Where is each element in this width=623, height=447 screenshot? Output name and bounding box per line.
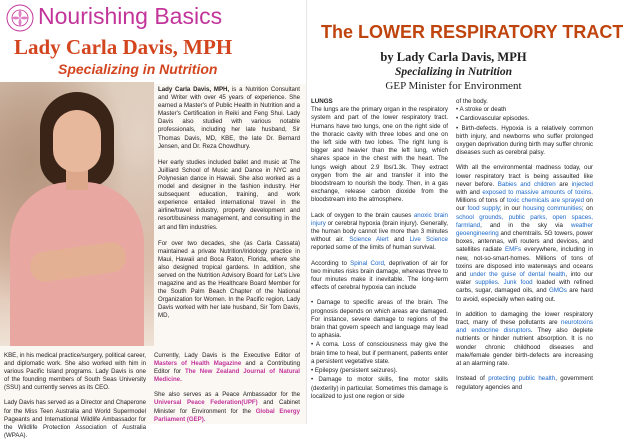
list-item: • A coma. Loss of consciousness may give the brain time to heal, but if permanent, patients enter a persistent vegetative state. bbox=[311, 341, 448, 365]
bio-paragraph: For over two decades, she (as Carla Cassata) maintained a private Nutrition/Iridology practice in Maui, Hawaii and Boca Raton, Florida, where she also designed tropical gardens. In addition, she served on the Nutrition Advisory Board for Let's Live magazine and as the Healthcare Board Member for the South Palm Beach Chapter of the National Organization for Women. In the Pacific region, Lady Davis worked with her late husband, Sir Tom Davis, MD, bbox=[158, 239, 300, 320]
bullet-list bbox=[456, 106, 593, 157]
list-item: • Birth-defects. Hypoxia is a relatively common birth injury, and newborns who suffer prolonged oxygen deprivation during birth may suffer chronic diseases such as cerebral palsy. bbox=[456, 124, 593, 157]
bio-paragraph: Her early studies included ballet and music at The Juilliard School of Music and Dance in NYC and Polynesian dance in Hawaii. She also worked as a model and designer in the fashion industry. Her subsequent education, training, and work experience entailed international travel in the airline/travel industry, property development and resort/business management, and consulting in the art and film industries. bbox=[158, 158, 300, 231]
lotus-logo-icon bbox=[6, 4, 34, 32]
page-header bbox=[0, 0, 306, 84]
article-paragraph: With all the environmental madness today, our lower respiratory tract is being assaulted like never before. Babies and children are injected with and exposed to massive amounts of toxins. Millions of tons of toxic chemicals are sprayed on our food supply; in our housing communities; on school grounds, public parks, open spaces, farmland, and in the sky via weather geoengineering and chemtrails. 5G towers, power boxes, antennas, wifi routers and devices, and satellites radiate EMFs everywhere, including in new, not-so-smart-homes. Millions of tons of toxins are disposed into waterways and oceans and under the guise of dental health, into our water supplies. Junk food loaded with refined carbs, sugar, damaged oils, and GMOs are hard to avoid, especially when eating out. bbox=[456, 164, 594, 303]
magazine-title: Nourishing Basics bbox=[38, 3, 223, 29]
link-gep[interactable]: Global Energy Parliament (GEP). bbox=[154, 407, 300, 423]
link-public-health[interactable]: protecting public health bbox=[488, 375, 556, 383]
link-upf[interactable]: Universal Peace Federation(UPF) bbox=[154, 399, 258, 407]
bullet-list bbox=[311, 299, 448, 400]
list-item: • Damage to specific areas of the brain. The prognosis depends on which areas are damaged. For instance, severe damage to regions of the brain that govern speech and language may lead to aphasia. bbox=[311, 299, 448, 340]
article-paragraph: Instead of protecting public health, government regulatory agencies and bbox=[456, 375, 593, 391]
article-paragraph: According to Spinal Cord, deprivation of air for two minutes risks brain damage, whereas three to four minutes make it inevitable. The long-term effects of cerebral hypoxia can include bbox=[311, 259, 448, 292]
bio-name: Lady Carla Davis, MPH, bbox=[158, 86, 230, 93]
list-item: • Damage to motor skills, fine motor skills (dexterity) in particular. Sometimes this damage is localized to just one region or side bbox=[311, 376, 448, 400]
bio-column-lower-right bbox=[154, 352, 300, 431]
author-specialty: Specializing in Nutrition bbox=[58, 61, 218, 77]
bio-text: is a Nutrition Consultant and Writer with over 45 years of experience. She earned a Master's of Public Health in Nutrition and a Master's Certification in Reiki and Feng Shui. Lady Davis also studied with various notable professionals, including her late husband, Sir Thomas Davis, MD, KBE, the late Dr. Bernard Jensen, and Dr. Reza Chowdhury. bbox=[158, 86, 300, 150]
article-paragraph: Lack of oxygen to the brain causes anoxic brain injury or cerebral hypoxia (brain injury). Generally, the human body cannot live more than 3 minutes without air. Science Alert and Live Science reported some of the limits of human survival. bbox=[311, 211, 448, 252]
link-school-grounds[interactable]: school grounds, public parks, open spaces, farmland bbox=[456, 213, 593, 229]
link-water-supplies[interactable]: supplies bbox=[475, 279, 498, 287]
link-spinal-cord[interactable]: Spinal Cord bbox=[350, 259, 384, 267]
link-exposed-toxins[interactable]: exposed to massive amounts of toxins bbox=[482, 189, 592, 197]
article-specialty: Specializing in Nutrition bbox=[395, 66, 512, 78]
link-gmos[interactable]: GMOs bbox=[548, 287, 567, 295]
bio-paragraph: KBE, in his medical practice/surgery, political career, and diplomatic work. She also worked with him in various Pacific Island programs. Lady Davis is one of the founding members of South Seas University (SSU) and currently serves as its CEO. bbox=[4, 352, 146, 392]
link-weather-geoengineering[interactable]: weather geoengineering bbox=[456, 221, 593, 238]
link-toxic-chemicals[interactable]: toxic chemicals are sprayed bbox=[506, 197, 585, 205]
link-junk-food[interactable]: Junk food bbox=[503, 279, 533, 287]
bio-paragraph: She also serves as a Peace Ambassador for the Universal Peace Federation(UPF) and Cabinet Minister for Environment for the Global Energy Parliament (GEP). bbox=[154, 391, 300, 423]
article-title: The LOWER RESPIRATORY TRACT bbox=[321, 22, 623, 42]
link-nz-journal[interactable]: The New Zealand Journal of Natural Medicine. bbox=[154, 368, 300, 384]
author-photo bbox=[0, 82, 154, 346]
link-babies-children[interactable]: Babies and children bbox=[497, 180, 556, 188]
link-emfs[interactable]: EMFs bbox=[504, 246, 522, 254]
bio-paragraph: Lady Davis has served as a Director and Chaperone for the Miss Teen Australia and World Supermodel Pageants and International Wildlife Ambassador for the Wildlife Protection Association of Australia (WPAA). bbox=[4, 399, 146, 439]
link-dental-health[interactable]: under the guise of dental health bbox=[469, 271, 566, 279]
article-role: GEP Minister for Environment bbox=[385, 80, 522, 92]
article-paragraph: In addition to damaging the lower respiratory tract, many of these pollutants are neurotoxins and endocrine disruptors. They also deplete nutrients or hinder nutrient absorption. It is no wonder chronic childhood diseases and male/female gender birth-defects are increasing at an alarming rate. bbox=[456, 310, 593, 368]
link-live-science[interactable]: Live Science bbox=[409, 236, 448, 244]
article-column-1 bbox=[311, 98, 448, 408]
bio-paragraph: Currently, Lady Davis is the Executive Editor of Masters of Health Magazine and a Contributing Editor for The New Zealand Journal of Natural Medicine. bbox=[154, 352, 301, 384]
link-injected[interactable]: injected bbox=[571, 180, 593, 188]
bio-column-lower-left bbox=[4, 352, 146, 447]
link-neurotoxins[interactable]: neurotoxins and endocrine disruptors bbox=[456, 319, 593, 335]
bio-paragraph bbox=[158, 86, 300, 151]
article-byline: by Lady Carla Davis, MPH bbox=[380, 50, 527, 64]
right-page bbox=[307, 0, 623, 424]
link-anoxic-brain-injury[interactable]: anoxic brain injury bbox=[311, 211, 448, 227]
section-heading: LUNGS bbox=[311, 98, 333, 105]
continued-text: of the body. bbox=[456, 98, 488, 105]
list-item: • Epilepsy (persistent seizures). bbox=[311, 367, 398, 375]
link-housing-communities[interactable]: housing communities bbox=[522, 205, 582, 213]
bio-column-right bbox=[158, 86, 300, 329]
link-science-alert[interactable]: Science Alert bbox=[349, 236, 389, 244]
link-food-supply[interactable]: food supply bbox=[467, 205, 500, 213]
author-name: Lady Carla Davis, MPH bbox=[14, 35, 233, 59]
link-masters-of-health[interactable]: Masters of Health Magazine bbox=[154, 360, 242, 368]
list-item: • A stroke or death bbox=[456, 106, 507, 114]
list-item: • Cardiovascular episodes. bbox=[456, 115, 530, 123]
article-column-2 bbox=[456, 98, 593, 399]
left-page bbox=[0, 0, 306, 439]
article-paragraph: The lungs are the primary organ in the respiratory system and part of the lower respiratory tract. Humans have two lungs, one on the right side of the thoracic cavity with three lobes and one on the left side with two lobes. The right lung is bigger and heavier than the left lung, which shares space in the chest with the heart. The lungs weigh about 2.9 lbs/1.3k. They extract oxygen from the air and transfer it into the bloodstream to nourish the body. Then, in a gas exchange, release carbon dioxide from the bloodstream into the atmosphere. bbox=[311, 106, 448, 204]
